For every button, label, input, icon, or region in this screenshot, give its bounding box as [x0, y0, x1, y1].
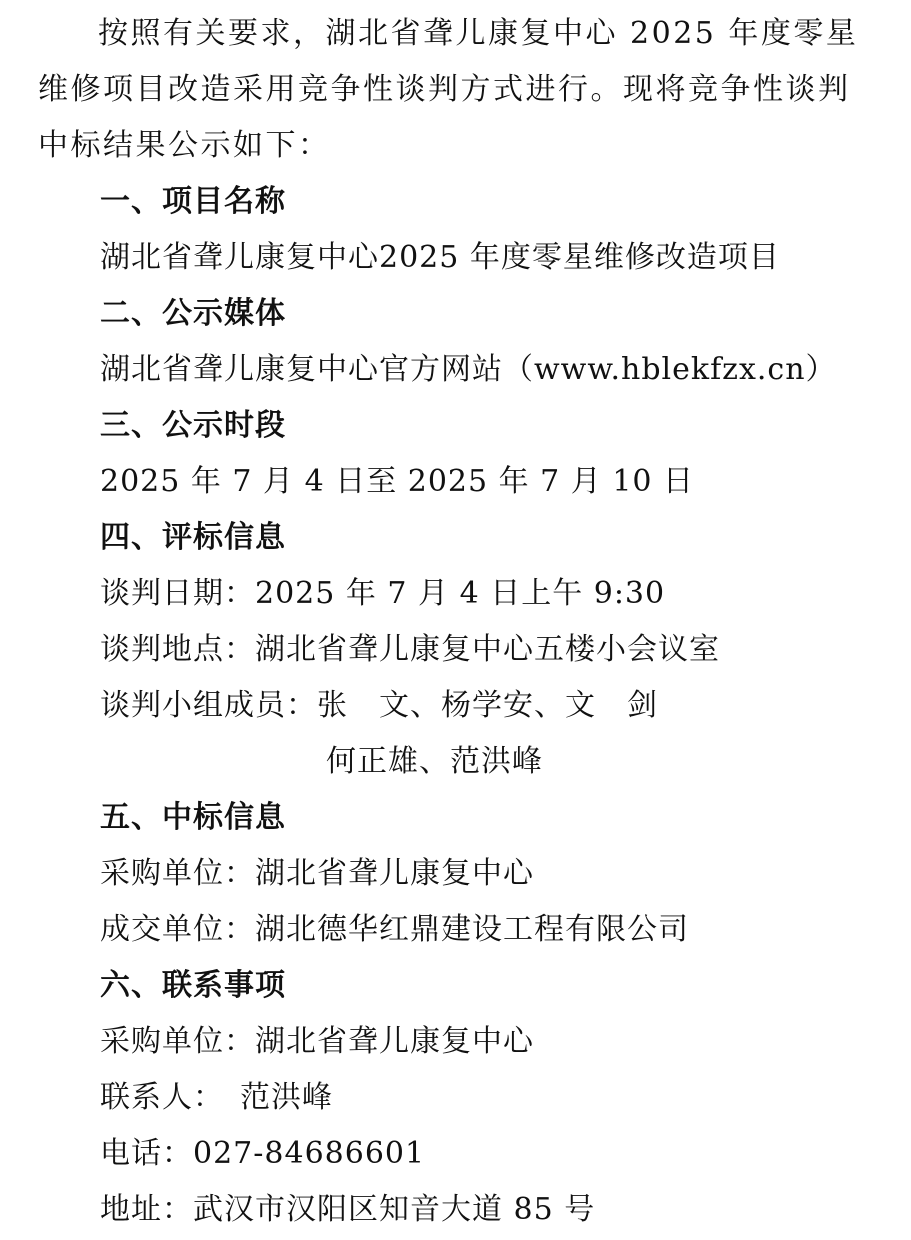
project-name-value: 湖北省聋儿康复中心2025 年度零星维修改造项目	[100, 240, 780, 275]
period-value: 2025 年 7 月 4 日至 2025 年 7 月 10 日	[100, 464, 695, 499]
negotiation-panel-members: 谈判小组成员：张 文、杨学安、文 剑	[100, 688, 658, 723]
section-heading-project-name: 一、项目名称	[100, 184, 286, 219]
contact-purchasing-unit: 采购单位：湖北省聋儿康复中心	[100, 1024, 534, 1059]
negotiation-date: 谈判日期：2025 年 7 月 4 日上午 9:30	[100, 576, 666, 611]
contact-person: 联系人： 范洪峰	[100, 1080, 333, 1115]
contact-address: 地址：武汉市汉阳区知音大道 85 号	[100, 1192, 596, 1227]
section-heading-media: 二、公示媒体	[100, 296, 286, 331]
section-heading-period: 三、公示时段	[100, 408, 286, 443]
section-heading-contact: 六、联系事项	[100, 968, 286, 1003]
section-heading-award: 五、中标信息	[100, 800, 286, 835]
media-value: 湖北省聋儿康复中心官方网站（www.hblekfzx.cn）	[100, 352, 837, 387]
section-heading-evaluation: 四、评标信息	[100, 520, 286, 555]
purchasing-unit: 采购单位：湖北省聋儿康复中心	[100, 856, 534, 891]
negotiation-location: 谈判地点：湖北省聋儿康复中心五楼小会议室	[100, 632, 720, 667]
negotiation-panel-members-continued: 何正雄、范洪峰	[326, 744, 543, 779]
winning-unit: 成交单位：湖北德华红鼎建设工程有限公司	[100, 912, 689, 947]
contact-phone: 电话：027-84686601	[100, 1136, 426, 1171]
intro-paragraph: 按照有关要求，湖北省聋儿康复中心 2025 年度零星维修项目改造采用竞争性谈判方式进行。现将竞争性谈判中标结果公示如下：	[38, 16, 859, 163]
